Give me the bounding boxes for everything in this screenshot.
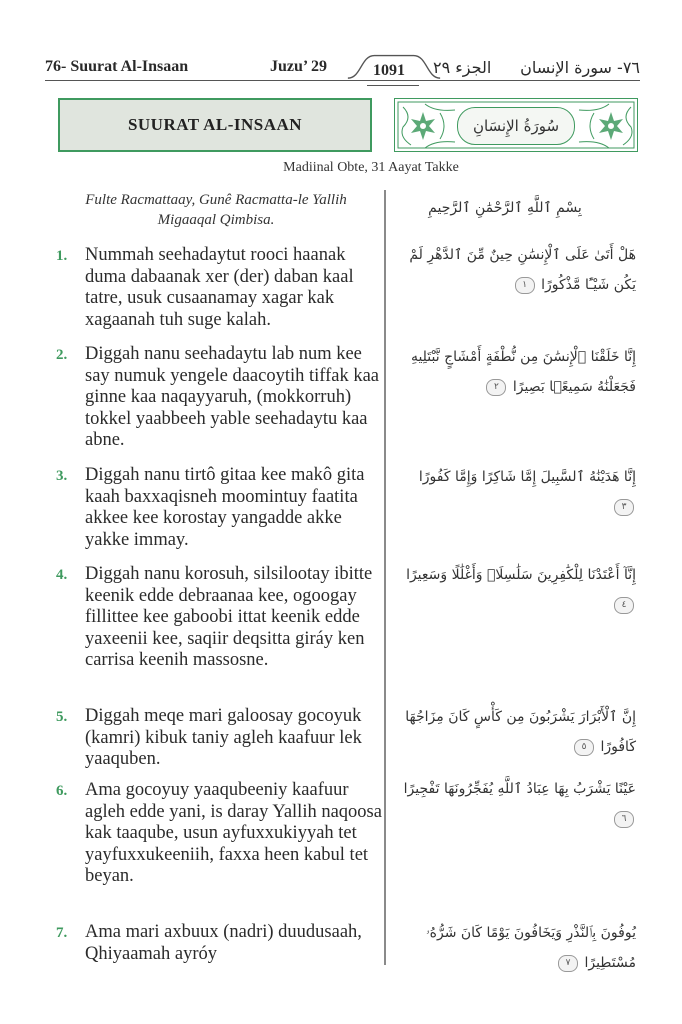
header-surah-name: 76- Suurat Al-Insaan bbox=[45, 58, 189, 75]
arabic-text: عَيْنًا يَشْرَبُ بِهَا عِبَادُ ٱللَّهِ يُفَجِّرُونَهَا تَفْجِيرًا bbox=[403, 781, 636, 797]
verse-number: 7. bbox=[56, 925, 68, 941]
verse-translation bbox=[56, 245, 386, 331]
surah-title: SUURAT AL-INSAAN bbox=[127, 115, 303, 134]
header-rule bbox=[45, 80, 640, 81]
verse-translation bbox=[56, 706, 386, 771]
verse-translation bbox=[56, 465, 386, 551]
ayah-number-icon: ٣ bbox=[614, 499, 634, 516]
header-juz-arabic: الجزء ٢٩ bbox=[433, 58, 492, 77]
verse-arabic bbox=[396, 702, 636, 762]
verse-arabic bbox=[396, 462, 636, 522]
verse-text: Nummah seehadaytut rooci haanak duma dabaanak xer (der) daban kaal tatre, usuk cusaanamay xagar kak xagaanah tuh suge kalah. bbox=[85, 245, 354, 330]
verse-number: 2. bbox=[56, 347, 68, 363]
ayah-number-icon: ٧ bbox=[558, 955, 578, 972]
running-header bbox=[45, 56, 640, 82]
ayah-number-icon: ١ bbox=[515, 277, 535, 294]
arabic-text: إِنَّا خَلَقْنَا ٱلْإِنسَٰنَ مِن نُّطْفَةٍ أَمْشَاجٍ نَّبْتَلِيهِ فَجَعَلْنَٰهُ سَمِيعًۢا بَصِيرًا bbox=[410, 349, 636, 395]
verse-arabic bbox=[396, 774, 636, 834]
ayah-number-icon: ٥ bbox=[574, 739, 594, 756]
ayah-number-icon: ٤ bbox=[614, 597, 634, 614]
basmala-arabic: بِسْمِ ٱللَّهِ ٱلرَّحْمَٰنِ ٱلرَّحِيمِ bbox=[428, 200, 582, 216]
surah-title-box bbox=[58, 98, 372, 152]
arabic-text: إِنَّ ٱلْأَبْرَارَ يَشْرَبُونَ مِن كَأْسٍ كَانَ مِزَاجُهَا كَافُورًا bbox=[405, 709, 636, 755]
surah-name-arabic: سُورَةُ الإِنسَانِ bbox=[472, 117, 560, 135]
surah-name-cartouche bbox=[457, 107, 575, 145]
verse-number: 6. bbox=[56, 783, 68, 799]
verse-number: 5. bbox=[56, 709, 68, 725]
surah-ornament-panel bbox=[394, 98, 638, 152]
basmala-translation: Fulte Racmattaay, Gunê Racmatta-le Yallih Migaaqal Qimbisa. bbox=[85, 192, 347, 228]
verse-text: Diggah nanu seehadaytu lab num kee say numuk yengele daacoytih tiffak kaa ginne kaa naqayyaruh, (mokkorruh) tokkel yaabbeeh yable seehadaytu kaa abne. bbox=[85, 344, 380, 451]
verse-translation bbox=[56, 564, 386, 672]
verse-text: Ama gocoyuy yaaqubeeniy kaafuur agleh edde yani, is daray Yallih naqoosa kak taaqube, usun ayfuxxukiyyah tet yayfuxxukeeniih, faxxa heen kabul tet beyan. bbox=[85, 780, 382, 887]
verse-translation bbox=[56, 780, 386, 888]
verse-translation bbox=[56, 344, 386, 452]
verse-number: 4. bbox=[56, 567, 68, 583]
verse-arabic bbox=[396, 342, 636, 402]
arabic-text: إِنَّا هَدَيْنَٰهُ ٱلسَّبِيلَ إِمَّا شَاكِرًا وَإِمَّا كَفُورًا bbox=[418, 469, 636, 485]
revelation-text: Madiinal Obte, 31 Aayat Takke bbox=[283, 160, 459, 175]
arabic-text: إِنَّآ أَعْتَدْنَا لِلْكَٰفِرِينَ سَلَٰسِلَا۟ وَأَغْلَٰلًا وَسَعِيرًا bbox=[406, 567, 636, 583]
verse-number: 3. bbox=[56, 468, 68, 484]
revelation-info bbox=[0, 160, 682, 176]
verse-text: Diggah nanu korosuh, silsilootay ibitte keenik edde debraanaa kee, ogoogay fillittee kee gaboobi ittat keenik edde yaxeenii kee, saqiir deqsitta giráy ken carrisa keenih massosne. bbox=[85, 564, 373, 671]
verse-arabic bbox=[396, 918, 636, 978]
ayah-number-icon: ٢ bbox=[486, 379, 506, 396]
page-number-underline bbox=[367, 85, 419, 86]
ayah-number-icon: ٦ bbox=[614, 811, 634, 828]
verse-arabic bbox=[396, 240, 636, 300]
header-surah-arabic: ٧٦- سورة الإنسان bbox=[520, 58, 640, 77]
verse-number: 1. bbox=[56, 248, 68, 264]
arabic-text: هَلْ أَتَىٰ عَلَى ٱلْإِنسَٰنِ حِينٌ مِّنَ ٱلدَّهْرِ لَمْ يَكُن شَيْـًٔا مَّذْكُورًا bbox=[409, 247, 636, 293]
verse-text: Diggah meqe mari galoosay gocoyuk (kamri) kibuk taniy agleh kaafuur lek yaaquben. bbox=[85, 706, 362, 770]
verse-text: Ama mari axbuux (nadri) duudusaah, Qhiyaamah ayróy bbox=[85, 922, 362, 964]
verse-arabic bbox=[396, 560, 636, 620]
page-number: 1091 bbox=[373, 62, 405, 79]
verse-translation bbox=[56, 922, 386, 965]
header-juzu: Juzu’ 29 bbox=[270, 58, 328, 75]
arabic-text: يُوفُونَ بِٱلنَّذْرِ وَيَخَافُونَ يَوْمًا كَانَ شَرُّهُۥ مُسْتَطِيرًا bbox=[426, 925, 636, 971]
verse-text: Diggah nanu tirtô gitaa kee makô gita kaah baxxaqisneh moomintuy faatita akkee kee korostay yangadde akke yakke immay. bbox=[85, 465, 365, 550]
